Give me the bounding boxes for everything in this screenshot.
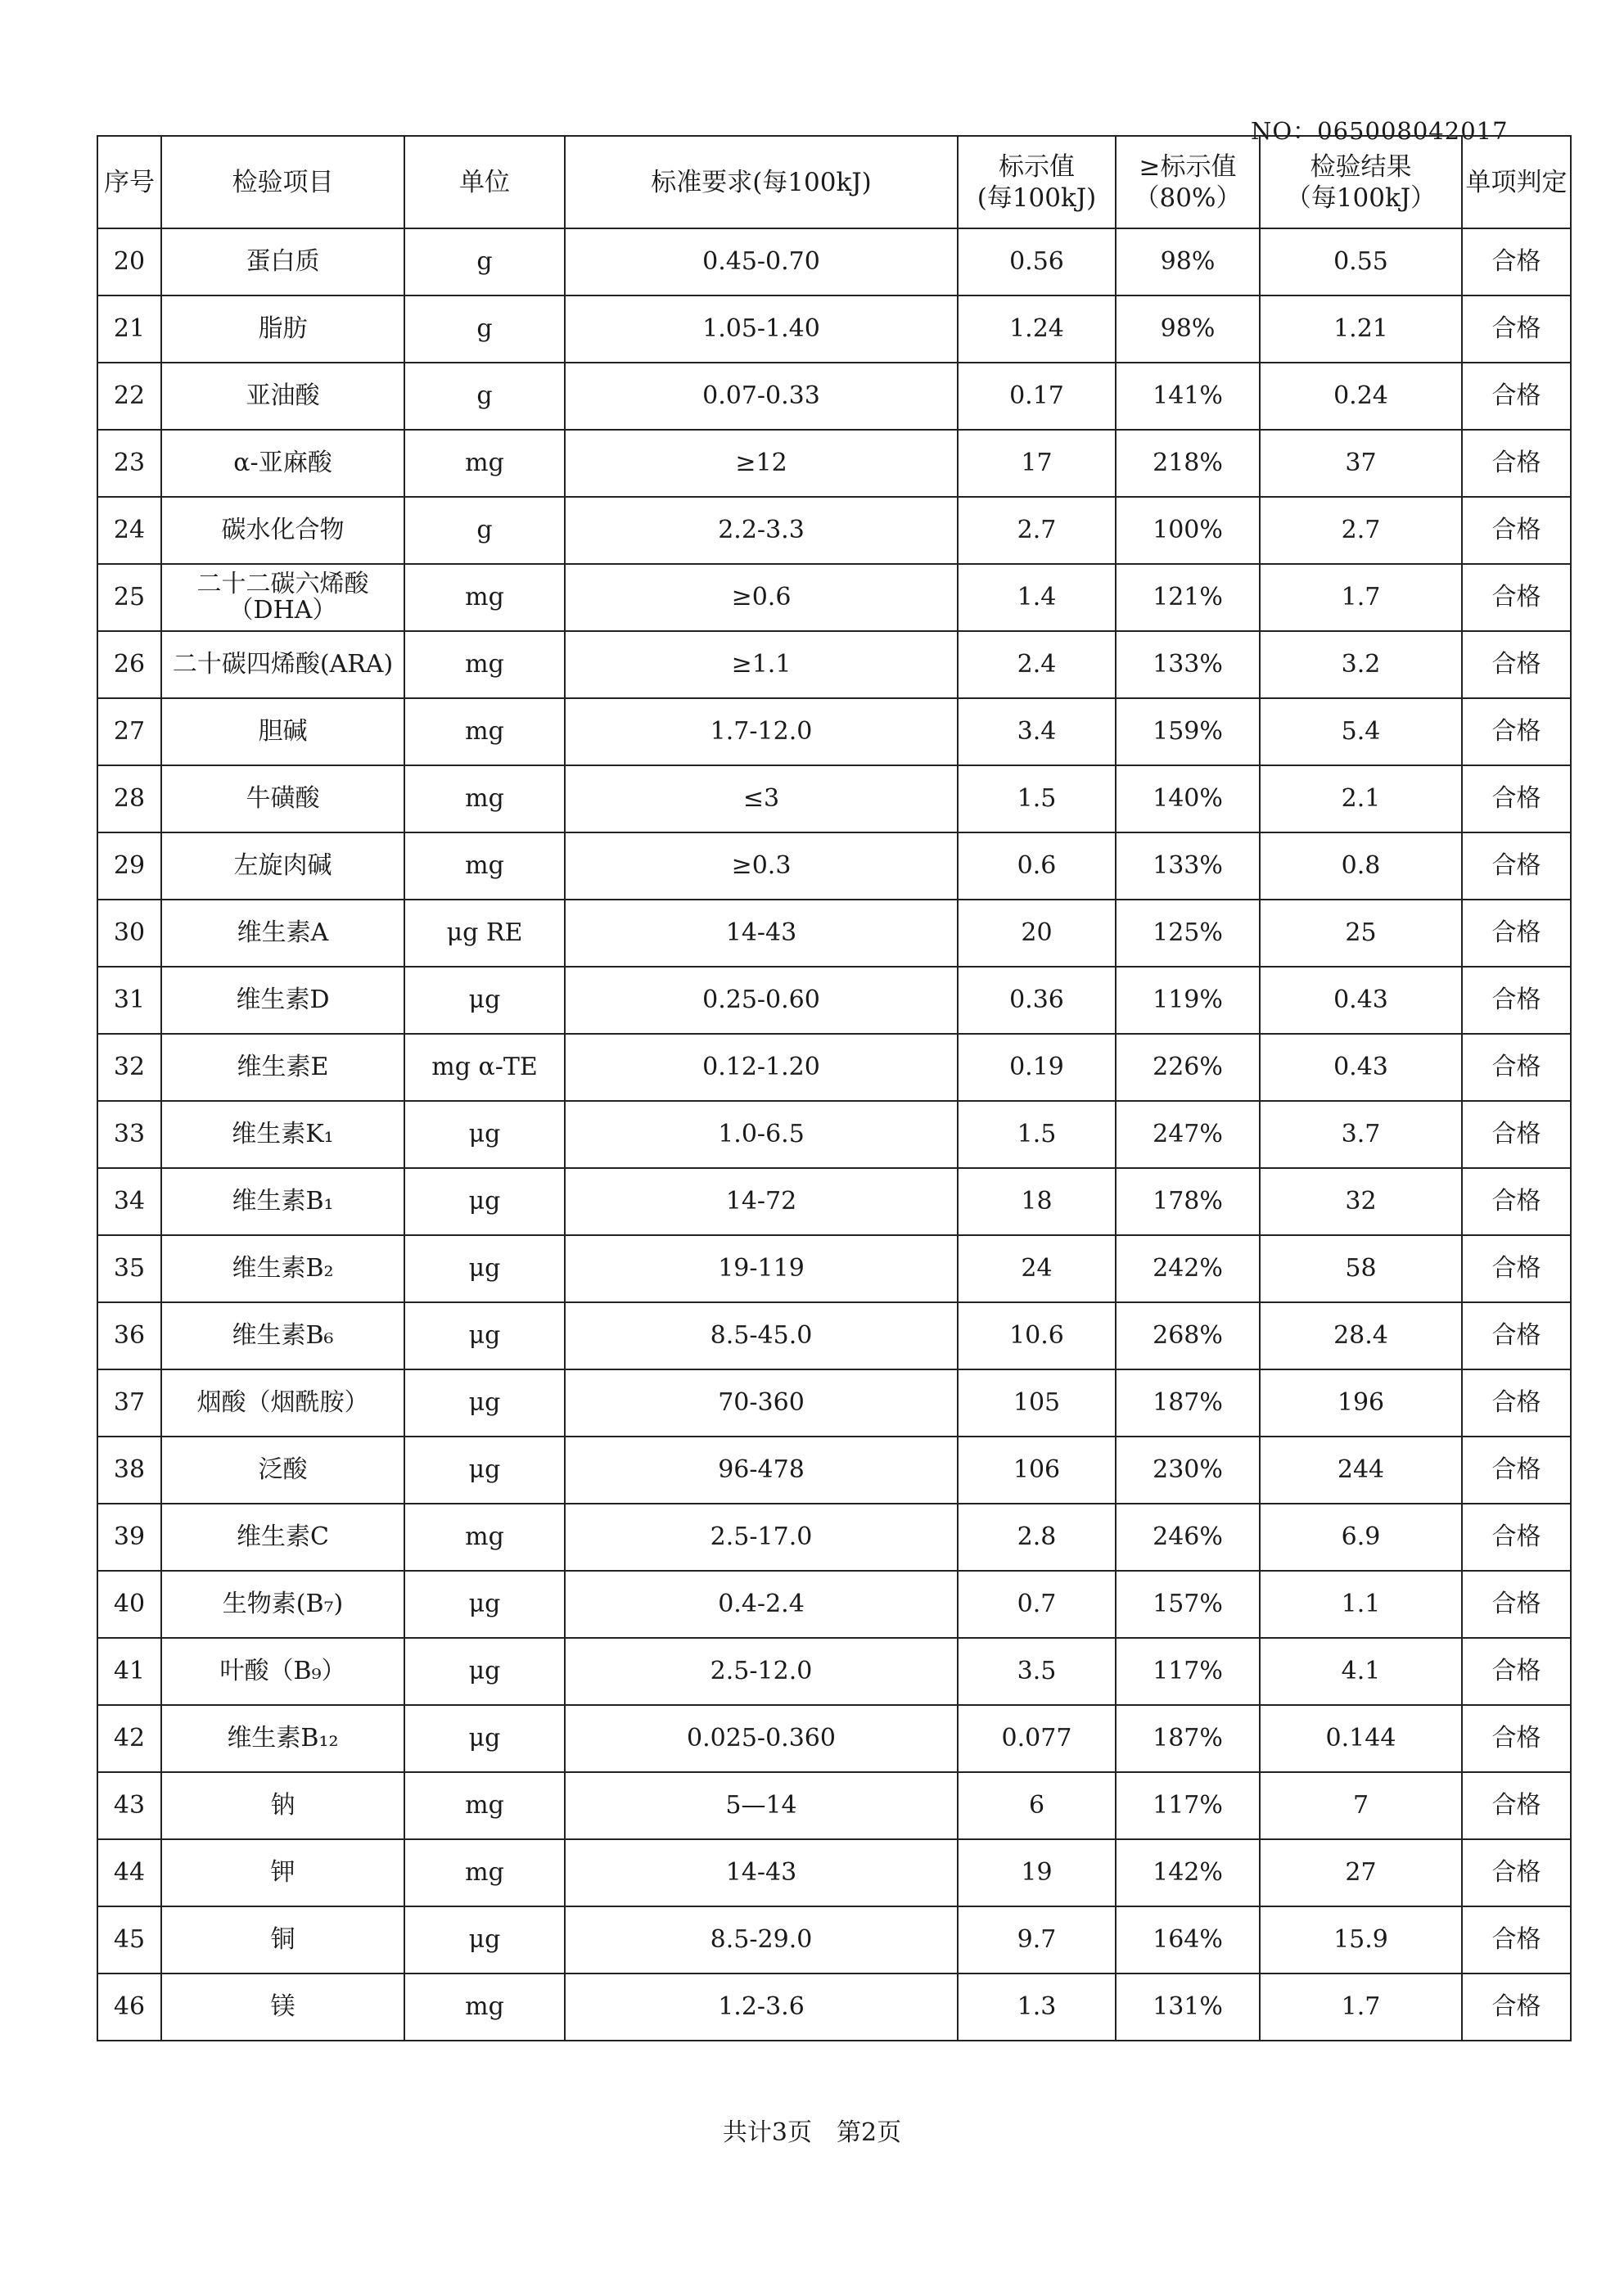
table-row bbox=[97, 1638, 1571, 1705]
header-item: 检验项目 bbox=[161, 136, 404, 228]
cell-verdict: 合格 bbox=[1462, 1906, 1571, 1973]
cell-label: 19 bbox=[958, 1839, 1116, 1906]
cell-label: 2.7 bbox=[958, 497, 1116, 564]
cell-seq: 33 bbox=[97, 1101, 161, 1168]
table-body bbox=[97, 228, 1571, 2041]
cell-unit: mg bbox=[404, 1839, 565, 1906]
cell-label: 10.6 bbox=[958, 1302, 1116, 1369]
table-row bbox=[97, 295, 1571, 363]
cell-unit: mg bbox=[404, 564, 565, 631]
table-header bbox=[97, 136, 1571, 228]
cell-unit: μg bbox=[404, 1235, 565, 1302]
cell-result: 1.7 bbox=[1260, 1973, 1462, 2041]
cell-standard: 2.5-12.0 bbox=[565, 1638, 958, 1705]
inspection-results-table bbox=[97, 135, 1572, 2041]
cell-label: 0.19 bbox=[958, 1034, 1116, 1101]
cell-seq: 35 bbox=[97, 1235, 161, 1302]
cell-result: 0.24 bbox=[1260, 363, 1462, 430]
cell-item: 维生素B₁ bbox=[161, 1168, 404, 1235]
cell-result: 7 bbox=[1260, 1772, 1462, 1839]
cell-label: 1.24 bbox=[958, 295, 1116, 363]
cell-label: 0.077 bbox=[958, 1705, 1116, 1772]
cell-standard: 0.025-0.360 bbox=[565, 1705, 958, 1772]
cell-pct: 157% bbox=[1116, 1571, 1260, 1638]
cell-seq: 26 bbox=[97, 631, 161, 698]
cell-unit: mg bbox=[404, 430, 565, 497]
cell-item: 铜 bbox=[161, 1906, 404, 1973]
cell-item: 维生素A bbox=[161, 900, 404, 967]
table-row bbox=[97, 765, 1571, 832]
header-row bbox=[97, 136, 1571, 228]
cell-pct: 142% bbox=[1116, 1839, 1260, 1906]
cell-result: 3.7 bbox=[1260, 1101, 1462, 1168]
cell-label: 1.4 bbox=[958, 564, 1116, 631]
cell-unit: g bbox=[404, 497, 565, 564]
cell-item: 维生素B₆ bbox=[161, 1302, 404, 1369]
table-row bbox=[97, 698, 1571, 765]
cell-pct: 140% bbox=[1116, 765, 1260, 832]
table-row bbox=[97, 1235, 1571, 1302]
cell-unit: μg bbox=[404, 1369, 565, 1437]
table-row bbox=[97, 1705, 1571, 1772]
cell-verdict: 合格 bbox=[1462, 228, 1571, 295]
cell-unit: mg bbox=[404, 1973, 565, 2041]
cell-seq: 39 bbox=[97, 1504, 161, 1571]
cell-pct: 178% bbox=[1116, 1168, 1260, 1235]
table-row bbox=[97, 1839, 1571, 1906]
cell-standard: 0.45-0.70 bbox=[565, 228, 958, 295]
cell-seq: 24 bbox=[97, 497, 161, 564]
cell-item: 二十碳四烯酸(ARA) bbox=[161, 631, 404, 698]
cell-item: 维生素K₁ bbox=[161, 1101, 404, 1168]
cell-standard: 14-43 bbox=[565, 900, 958, 967]
cell-label: 2.4 bbox=[958, 631, 1116, 698]
cell-unit: mg bbox=[404, 832, 565, 900]
cell-label: 106 bbox=[958, 1437, 1116, 1504]
cell-pct: 159% bbox=[1116, 698, 1260, 765]
cell-unit: μg bbox=[404, 1571, 565, 1638]
cell-unit: μg bbox=[404, 1705, 565, 1772]
cell-verdict: 合格 bbox=[1462, 430, 1571, 497]
cell-item: 生物素(B₇) bbox=[161, 1571, 404, 1638]
cell-pct: 98% bbox=[1116, 295, 1260, 363]
cell-seq: 46 bbox=[97, 1973, 161, 2041]
cell-pct: 246% bbox=[1116, 1504, 1260, 1571]
cell-unit: mg bbox=[404, 631, 565, 698]
cell-result: 37 bbox=[1260, 430, 1462, 497]
cell-unit: μg bbox=[404, 1302, 565, 1369]
cell-standard: 2.2-3.3 bbox=[565, 497, 958, 564]
cell-item: 碳水化合物 bbox=[161, 497, 404, 564]
cell-label: 0.56 bbox=[958, 228, 1116, 295]
cell-item: 二十二碳六烯酸（DHA） bbox=[161, 564, 404, 631]
cell-verdict: 合格 bbox=[1462, 900, 1571, 967]
cell-pct: 133% bbox=[1116, 832, 1260, 900]
cell-item: 维生素C bbox=[161, 1504, 404, 1571]
cell-item: α-亚麻酸 bbox=[161, 430, 404, 497]
cell-result: 1.7 bbox=[1260, 564, 1462, 631]
cell-item: 胆碱 bbox=[161, 698, 404, 765]
cell-pct: 230% bbox=[1116, 1437, 1260, 1504]
cell-standard: ≥0.6 bbox=[565, 564, 958, 631]
cell-unit: μg RE bbox=[404, 900, 565, 967]
cell-label: 3.5 bbox=[958, 1638, 1116, 1705]
cell-seq: 36 bbox=[97, 1302, 161, 1369]
current-page: 第2页 bbox=[837, 2118, 902, 2147]
table-row bbox=[97, 832, 1571, 900]
table-row bbox=[97, 1369, 1571, 1437]
cell-result: 0.43 bbox=[1260, 1034, 1462, 1101]
cell-pct: 131% bbox=[1116, 1973, 1260, 2041]
cell-unit: μg bbox=[404, 1437, 565, 1504]
cell-verdict: 合格 bbox=[1462, 631, 1571, 698]
cell-verdict: 合格 bbox=[1462, 1034, 1571, 1101]
cell-seq: 34 bbox=[97, 1168, 161, 1235]
total-pages: 共计3页 bbox=[722, 2118, 812, 2147]
cell-result: 2.1 bbox=[1260, 765, 1462, 832]
cell-seq: 43 bbox=[97, 1772, 161, 1839]
cell-result: 244 bbox=[1260, 1437, 1462, 1504]
cell-seq: 40 bbox=[97, 1571, 161, 1638]
cell-unit: μg bbox=[404, 1168, 565, 1235]
cell-unit: mg bbox=[404, 765, 565, 832]
table-row bbox=[97, 1101, 1571, 1168]
cell-item: 叶酸（B₉） bbox=[161, 1638, 404, 1705]
cell-standard: 1.05-1.40 bbox=[565, 295, 958, 363]
cell-seq: 38 bbox=[97, 1437, 161, 1504]
cell-label: 105 bbox=[958, 1369, 1116, 1437]
cell-label: 1.3 bbox=[958, 1973, 1116, 2041]
cell-result: 6.9 bbox=[1260, 1504, 1462, 1571]
cell-pct: 117% bbox=[1116, 1772, 1260, 1839]
cell-standard: 0.07-0.33 bbox=[565, 363, 958, 430]
cell-label: 0.17 bbox=[958, 363, 1116, 430]
table-row bbox=[97, 1973, 1571, 2041]
cell-unit: mg bbox=[404, 1772, 565, 1839]
cell-verdict: 合格 bbox=[1462, 967, 1571, 1034]
cell-standard: 1.2-3.6 bbox=[565, 1973, 958, 2041]
cell-standard: 0.25-0.60 bbox=[565, 967, 958, 1034]
cell-label: 6 bbox=[958, 1772, 1116, 1839]
header-pct-label-line2: （80%） bbox=[1134, 183, 1242, 213]
cell-verdict: 合格 bbox=[1462, 1504, 1571, 1571]
cell-item: 维生素B₁₂ bbox=[161, 1705, 404, 1772]
cell-verdict: 合格 bbox=[1462, 564, 1571, 631]
header-unit: 单位 bbox=[404, 136, 565, 228]
cell-label: 0.36 bbox=[958, 967, 1116, 1034]
cell-result: 3.2 bbox=[1260, 631, 1462, 698]
cell-pct: 125% bbox=[1116, 900, 1260, 967]
cell-standard: 14-72 bbox=[565, 1168, 958, 1235]
cell-standard: 2.5-17.0 bbox=[565, 1504, 958, 1571]
cell-pct: 187% bbox=[1116, 1705, 1260, 1772]
cell-label: 24 bbox=[958, 1235, 1116, 1302]
cell-item: 脂肪 bbox=[161, 295, 404, 363]
cell-seq: 41 bbox=[97, 1638, 161, 1705]
cell-pct: 242% bbox=[1116, 1235, 1260, 1302]
cell-label: 20 bbox=[958, 900, 1116, 967]
cell-standard: 1.0-6.5 bbox=[565, 1101, 958, 1168]
cell-unit: g bbox=[404, 295, 565, 363]
table-row bbox=[97, 430, 1571, 497]
cell-result: 0.8 bbox=[1260, 832, 1462, 900]
cell-result: 27 bbox=[1260, 1839, 1462, 1906]
cell-seq: 27 bbox=[97, 698, 161, 765]
cell-item: 蛋白质 bbox=[161, 228, 404, 295]
cell-verdict: 合格 bbox=[1462, 363, 1571, 430]
cell-standard: 8.5-29.0 bbox=[565, 1906, 958, 1973]
cell-result: 0.55 bbox=[1260, 228, 1462, 295]
table-row bbox=[97, 228, 1571, 295]
table-row bbox=[97, 631, 1571, 698]
cell-standard: 1.7-12.0 bbox=[565, 698, 958, 765]
cell-seq: 42 bbox=[97, 1705, 161, 1772]
table-row bbox=[97, 1302, 1571, 1369]
cell-verdict: 合格 bbox=[1462, 832, 1571, 900]
cell-item: 牛磺酸 bbox=[161, 765, 404, 832]
cell-unit: μg bbox=[404, 1101, 565, 1168]
cell-label: 1.5 bbox=[958, 1101, 1116, 1168]
header-seq: 序号 bbox=[97, 136, 161, 228]
cell-result: 1.1 bbox=[1260, 1571, 1462, 1638]
cell-seq: 45 bbox=[97, 1906, 161, 1973]
cell-result: 196 bbox=[1260, 1369, 1462, 1437]
cell-standard: 70-360 bbox=[565, 1369, 958, 1437]
cell-item: 泛酸 bbox=[161, 1437, 404, 1504]
cell-verdict: 合格 bbox=[1462, 1705, 1571, 1772]
cell-pct: 226% bbox=[1116, 1034, 1260, 1101]
cell-pct: 117% bbox=[1116, 1638, 1260, 1705]
header-label-value bbox=[958, 136, 1116, 228]
cell-standard: 5—14 bbox=[565, 1772, 958, 1839]
cell-seq: 31 bbox=[97, 967, 161, 1034]
header-pct-label bbox=[1116, 136, 1260, 228]
cell-verdict: 合格 bbox=[1462, 765, 1571, 832]
cell-item: 烟酸（烟酰胺） bbox=[161, 1369, 404, 1437]
cell-verdict: 合格 bbox=[1462, 1571, 1571, 1638]
cell-unit: g bbox=[404, 363, 565, 430]
cell-seq: 44 bbox=[97, 1839, 161, 1906]
cell-pct: 268% bbox=[1116, 1302, 1260, 1369]
cell-label: 2.8 bbox=[958, 1504, 1116, 1571]
cell-result: 15.9 bbox=[1260, 1906, 1462, 1973]
cell-result: 28.4 bbox=[1260, 1302, 1462, 1369]
header-label-value-line1: 标示值 bbox=[999, 151, 1075, 182]
cell-item: 维生素E bbox=[161, 1034, 404, 1101]
report-number: NO：065008042017 bbox=[1251, 117, 1509, 145]
cell-seq: 25 bbox=[97, 564, 161, 631]
cell-verdict: 合格 bbox=[1462, 1839, 1571, 1906]
cell-standard: ≤3 bbox=[565, 765, 958, 832]
cell-standard: 8.5-45.0 bbox=[565, 1302, 958, 1369]
cell-unit: mg bbox=[404, 698, 565, 765]
header-pct-label-line1: ≥标示值 bbox=[1139, 151, 1237, 182]
cell-label: 17 bbox=[958, 430, 1116, 497]
cell-unit: μg bbox=[404, 1638, 565, 1705]
cell-standard: 14-43 bbox=[565, 1839, 958, 1906]
table-row bbox=[97, 967, 1571, 1034]
cell-seq: 30 bbox=[97, 900, 161, 967]
table-row bbox=[97, 1504, 1571, 1571]
cell-result: 4.1 bbox=[1260, 1638, 1462, 1705]
cell-verdict: 合格 bbox=[1462, 1168, 1571, 1235]
cell-standard: 0.4-2.4 bbox=[565, 1571, 958, 1638]
cell-seq: 37 bbox=[97, 1369, 161, 1437]
table-row bbox=[97, 1034, 1571, 1101]
cell-pct: 119% bbox=[1116, 967, 1260, 1034]
cell-standard: ≥1.1 bbox=[565, 631, 958, 698]
cell-pct: 247% bbox=[1116, 1101, 1260, 1168]
cell-verdict: 合格 bbox=[1462, 1973, 1571, 2041]
cell-unit: g bbox=[404, 228, 565, 295]
cell-verdict: 合格 bbox=[1462, 1302, 1571, 1369]
cell-verdict: 合格 bbox=[1462, 1235, 1571, 1302]
cell-unit: mg α-TE bbox=[404, 1034, 565, 1101]
cell-standard: ≥12 bbox=[565, 430, 958, 497]
cell-result: 0.144 bbox=[1260, 1705, 1462, 1772]
cell-verdict: 合格 bbox=[1462, 1369, 1571, 1437]
cell-seq: 32 bbox=[97, 1034, 161, 1101]
cell-label: 0.7 bbox=[958, 1571, 1116, 1638]
cell-pct: 133% bbox=[1116, 631, 1260, 698]
cell-pct: 187% bbox=[1116, 1369, 1260, 1437]
table-row bbox=[97, 1906, 1571, 1973]
cell-label: 9.7 bbox=[958, 1906, 1116, 1973]
cell-item: 钾 bbox=[161, 1839, 404, 1906]
cell-standard: ≥0.3 bbox=[565, 832, 958, 900]
cell-result: 0.43 bbox=[1260, 967, 1462, 1034]
table-row bbox=[97, 1437, 1571, 1504]
header-label-value-line2: (每100kJ) bbox=[977, 183, 1097, 213]
cell-pct: 141% bbox=[1116, 363, 1260, 430]
cell-seq: 20 bbox=[97, 228, 161, 295]
table-row bbox=[97, 1571, 1571, 1638]
cell-seq: 29 bbox=[97, 832, 161, 900]
cell-verdict: 合格 bbox=[1462, 497, 1571, 564]
table-row bbox=[97, 900, 1571, 967]
cell-verdict: 合格 bbox=[1462, 295, 1571, 363]
cell-item: 左旋肉碱 bbox=[161, 832, 404, 900]
header-verdict: 单项判定 bbox=[1462, 136, 1571, 228]
cell-result: 25 bbox=[1260, 900, 1462, 967]
cell-pct: 164% bbox=[1116, 1906, 1260, 1973]
page-footer bbox=[0, 2112, 1624, 2148]
cell-seq: 22 bbox=[97, 363, 161, 430]
cell-result: 32 bbox=[1260, 1168, 1462, 1235]
cell-seq: 28 bbox=[97, 765, 161, 832]
table-row bbox=[97, 1168, 1571, 1235]
cell-item: 镁 bbox=[161, 1973, 404, 2041]
cell-pct: 98% bbox=[1116, 228, 1260, 295]
cell-verdict: 合格 bbox=[1462, 1772, 1571, 1839]
cell-verdict: 合格 bbox=[1462, 1101, 1571, 1168]
cell-standard: 0.12-1.20 bbox=[565, 1034, 958, 1101]
cell-standard: 19-119 bbox=[565, 1235, 958, 1302]
cell-unit: μg bbox=[404, 1906, 565, 1973]
cell-label: 18 bbox=[958, 1168, 1116, 1235]
cell-verdict: 合格 bbox=[1462, 698, 1571, 765]
cell-label: 0.6 bbox=[958, 832, 1116, 900]
cell-label: 3.4 bbox=[958, 698, 1116, 765]
header-result-line2: （每100kJ） bbox=[1285, 183, 1437, 213]
header-standard: 标准要求(每100kJ) bbox=[565, 136, 958, 228]
cell-unit: mg bbox=[404, 1504, 565, 1571]
cell-item: 亚油酸 bbox=[161, 363, 404, 430]
cell-verdict: 合格 bbox=[1462, 1437, 1571, 1504]
cell-item: 钠 bbox=[161, 1772, 404, 1839]
cell-label: 1.5 bbox=[958, 765, 1116, 832]
table-row bbox=[97, 564, 1571, 631]
cell-result: 5.4 bbox=[1260, 698, 1462, 765]
cell-seq: 23 bbox=[97, 430, 161, 497]
cell-verdict: 合格 bbox=[1462, 1638, 1571, 1705]
header-result bbox=[1260, 136, 1462, 228]
header-result-line1: 检验结果 bbox=[1310, 151, 1412, 182]
table-row bbox=[97, 1772, 1571, 1839]
table-row bbox=[97, 363, 1571, 430]
cell-item: 维生素D bbox=[161, 967, 404, 1034]
cell-result: 1.21 bbox=[1260, 295, 1462, 363]
table-row bbox=[97, 497, 1571, 564]
cell-pct: 100% bbox=[1116, 497, 1260, 564]
cell-seq: 21 bbox=[97, 295, 161, 363]
cell-item: 维生素B₂ bbox=[161, 1235, 404, 1302]
cell-pct: 121% bbox=[1116, 564, 1260, 631]
cell-standard: 96-478 bbox=[565, 1437, 958, 1504]
cell-pct: 218% bbox=[1116, 430, 1260, 497]
cell-result: 2.7 bbox=[1260, 497, 1462, 564]
cell-result: 58 bbox=[1260, 1235, 1462, 1302]
cell-unit: μg bbox=[404, 967, 565, 1034]
